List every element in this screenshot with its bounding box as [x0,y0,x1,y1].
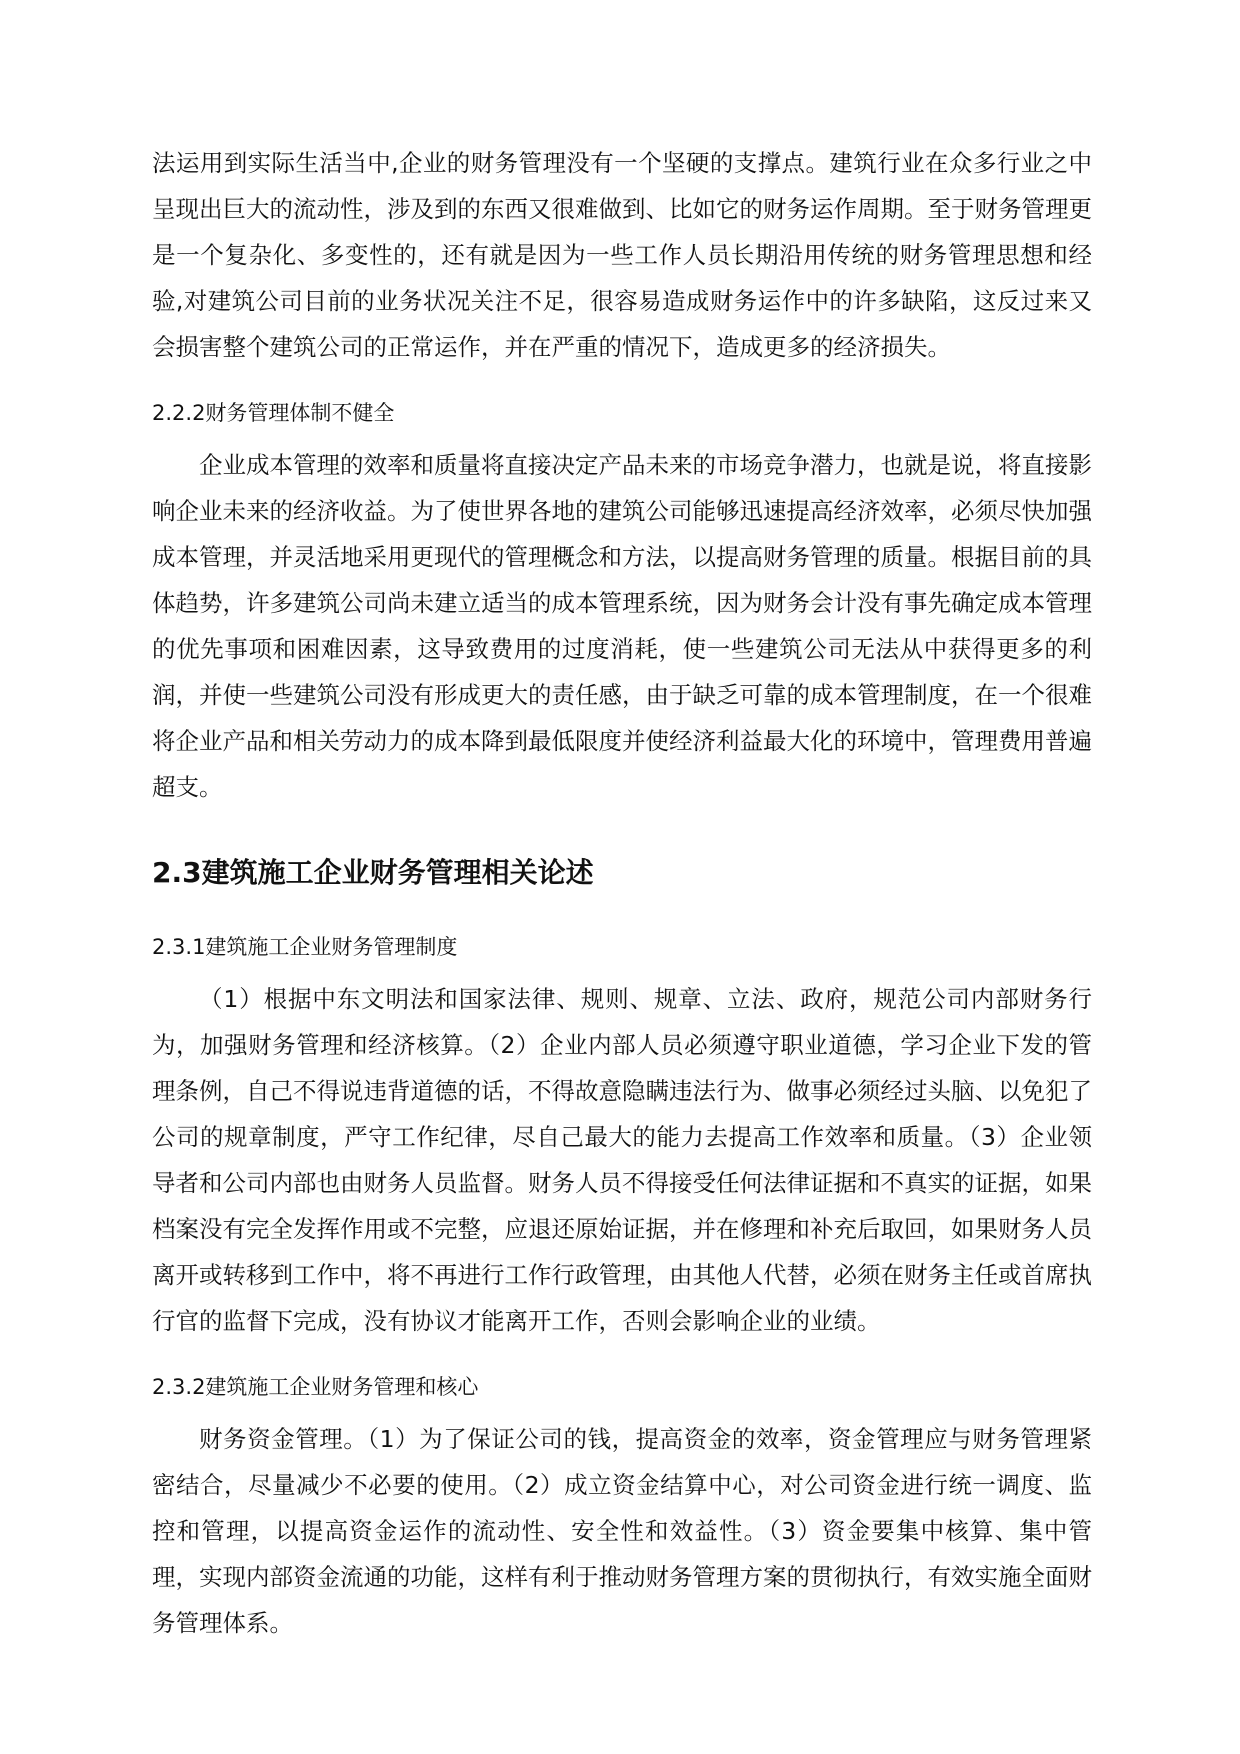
section-heading-2-3-2: 2.3.2建筑施工企业财务管理和核心 [152,1375,479,1399]
section-heading-2-2-2: 2.2.2财务管理体制不健全 [152,401,395,425]
paragraph-continued: 法运用到实际生活当中,企业的财务管理没有一个坚硬的支撑点。建筑行业在众多行业之中呈现出巨大的流动性，涉及到的东西又很难做到、比如它的财务运作周期。至于财务管理更是一个复杂化、多变性的，还有就是因为一些工作人员长期沿用传统的财务管理思想和经验,对建筑公司目前的业务状况关注不足，很容易造成财务运作中的许多缺陷，这反过来又会损害整个建筑公司的正常运作，并在严重的情况下，造成更多的经济损失。 [152,149,1092,361]
paragraph-financial-system: （1）根据中东文明法和国家法律、规则、规章、立法、政府，规范公司内部财务行为，加强财务管理和经济核算。（2）企业内部人员必须遵守职业道德，学习企业下发的管理条例，自己不得说违背道德的话，不得故意隐瞒违法行为、做事必须经过头脑、以免犯了公司的规章制度，严守工作纪律，尽自己最大的能力去提高工作效率和质量。（3）企业领导者和公司内部也由财务人员监督。财务人员不得接受任何法律证据和不真实的证据，如果档案没有完全发挥作用或不完整，应退还原始证据，并在修理和补充后取回，如果财务人员离开或转移到工作中，将不再进行工作行政管理，由其他人代替，必须在财务主任或首席执行官的监督下完成，没有协议才能离开工作，否则会影响企业的业绩。 [152,985,1092,1335]
document-page [152,140,1092,1646]
section-heading-2-3-1: 2.3.1建筑施工企业财务管理制度 [152,935,458,959]
paragraph-financial-core: 财务资金管理。（1）为了保证公司的钱，提高资金的效率，资金管理应与财务管理紧密结合，尽量减少不必要的使用。（2）成立资金结算中心，对公司资金进行统一调度、监控和管理，以提高资金运作的流动性、安全性和效益性。（3）资金要集中核算、集中管理，实现内部资金流通的功能，这样有利于推动财务管理方案的贯彻执行，有效实施全面财务管理体系。 [152,1425,1092,1637]
section-heading-2-3: 2.3建筑施工企业财务管理相关论述 [152,856,594,889]
paragraph-cost-management: 企业成本管理的效率和质量将直接决定产品未来的市场竞争潜力，也就是说，将直接影响企业未来的经济收益。为了使世界各地的建筑公司能够迅速提高经济效率，必须尽快加强成本管理，并灵活地采用更现代的管理概念和方法，以提高财务管理的质量。根据目前的具体趋势，许多建筑公司尚未建立适当的成本管理系统，因为财务会计没有事先确定成本管理的优先事项和困难因素，这导致费用的过度消耗，使一些建筑公司无法从中获得更多的利润，并使一些建筑公司没有形成更大的责任感，由于缺乏可靠的成本管理制度，在一个很难将企业产品和相关劳动力的成本降到最低限度并使经济利益最大化的环境中，管理费用普遍超支。 [152,451,1092,801]
